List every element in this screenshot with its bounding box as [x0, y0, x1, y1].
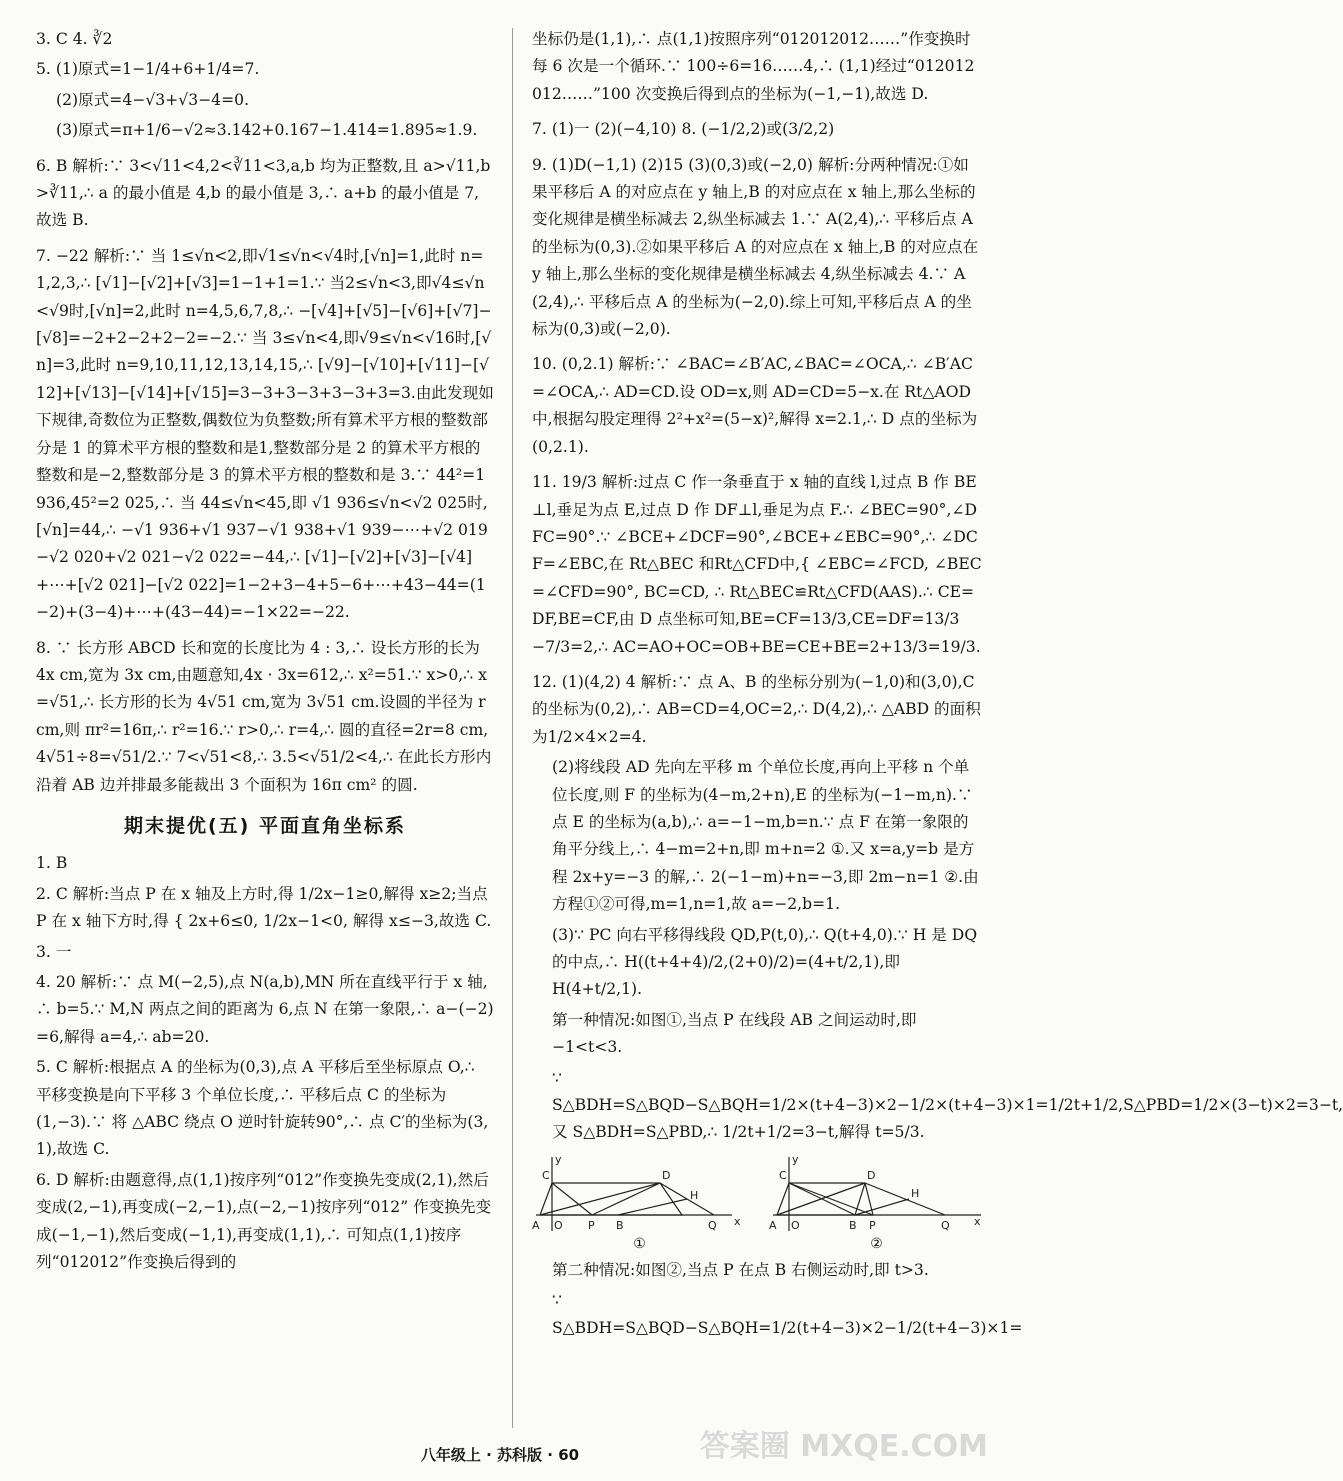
answer-3-4: 3. C 4. ∛2: [36, 30, 113, 48]
answer-12-case-1: 第一种情况:如图①,当点 P 在线段 AB 之间运动时,即 −1<t<3.: [552, 1010, 917, 1057]
sec-answer-3: 3. 一: [36, 942, 72, 961]
fig2-label-c: C: [779, 1168, 787, 1182]
answer-12-part-2: (2)将线段 AD 先向左平移 m 个单位长度,再向上平移 n 个单位长度,则 F 的坐标为(4−m,2+n),E 的坐标为(−1−m,n).∵ 点 E 的坐标为(a,b),∴ a=−1−m,b=n.∵ 点 F 在第一象限的角平分线上,∴ 4−m=2+n,即 m+n=2 ①.又 x=a,y=b 是方程 2x+y=−3 的解,∴ 2(−1−m)+n=−3,即 2m−n=1 ②.由方程①②可得,m=1,n=1,故 a=−2,b=1.: [552, 758, 979, 914]
fig2-label-a: A: [769, 1218, 777, 1232]
sec-answer-1: 1. B: [36, 854, 68, 873]
fig2-label-q: Q: [941, 1218, 950, 1232]
section-title: 期末提优(五) 平面直角坐标系: [124, 814, 406, 837]
answer-12-case-2-calc: ∵ S△BDH=S△BQD−S△BQH=1/2(t+4−3)×2−1/2(t+4−3)×1=: [552, 1291, 1023, 1337]
sec-answer-9: 9. (1)D(−1,1) (2)15 (3)(0,3)或(−2,0) 解析:分两种情况:①如果平移后 A 的对应点在 y 轴上,B 的对应点在 x 轴上,那么坐标的变化规律是横坐标减去 2,纵坐标减去 1.∵ A(2,4),∴ 平移后点 A 的坐标为(0,3).②如果平移后 A 的对应点在 x 轴上,B 的对应点在 y 轴上,那么坐标的变化规律是横坐标减去 4,纵坐标减去 4.∵ A(2,4),∴ 平移后点 A 的坐标为(−2,0).综上可知,平移后点 A 的坐标为(0,3)或(−2,0).: [532, 155, 979, 339]
sec-answer-2: 2. C 解析:当点 P 在 x 轴及上方时,得 1/2x−1≥0,解得 x≥2;当点 P 在 x 轴下方时,得 { 2x+6≤0, 1/2x−1<0, 解得 x≤−3,故选 C.: [36, 884, 492, 931]
figure-1-caption: ①: [633, 1235, 646, 1252]
fig2-label-y: y: [792, 1152, 799, 1166]
answer-5-part-3: (3)原式=π+1/6−√2≈3.142+0.167−1.414=1.895≈1.9.: [56, 121, 478, 140]
column-divider: [512, 28, 513, 1428]
fig1-label-p: P: [588, 1218, 595, 1232]
sec-answer-10: 10. (0,2.1) 解析:∵ ∠BAC=∠B′AC,∠BAC=∠OCA,∴ ∠B′AC=∠OCA,∴ AD=CD.设 OD=x,则 AD=CD=5−x.在 Rt△AOD 中,根据勾股定理得 2²+x²=(5−x)²,解得 x=2.1,∴ D 点的坐标为(0,2.1).: [532, 355, 978, 456]
fig1-label-d: D: [662, 1168, 671, 1182]
answer-6: 6. B 解析:∵ 3<√11<4,2<∛11<3,a,b 均为正整数,且 a>√11,b>∛11,∴ a 的最小值是 4,b 的最小值是 3,∴ a+b 的最小值是 7,故选 B.: [36, 156, 491, 230]
fig2-label-p: P: [869, 1218, 876, 1232]
sec-answer-4: 4. 20 解析:∵ 点 M(−2,5),点 N(a,b),MN 所在直线平行于 x 轴,∴ b=5.∵ M,N 两点之间的距离为 6,点 N 在第一象限,∴ a−(−2)=6,解得 a=4,∴ ab=20.: [36, 973, 494, 1046]
left-column: [36, 26, 494, 1279]
fig1-label-h: H: [690, 1188, 699, 1202]
fig1-label-o: O: [554, 1218, 563, 1232]
sec-answer-6: 6. D 解析:由题意得,点(1,1)按序列“012”作变换先变成(2,1),然后变成(2,−1),再变成(−2,−1),点(−2,−1)按序列“012” 作变换先变成(−1,−1),然后变成(−1,1),再变成(1,1),∴ 可知点(1,1)按序列“012012”作变换后得到的: [36, 1170, 492, 1272]
fig1-label-x: x: [734, 1214, 741, 1228]
sec-answer-12: 12. (1)(4,2) 4 解析:∵ 点 A、B 的坐标分别为(−1,0)和(3,0),C 的坐标为(0,2),∴ AB=CD=4,OC=2,∴ D(4,2),∴ △ABD 的面积为1/2×4×2=4.: [532, 672, 981, 746]
answer-5: 5. (1)原式=1−1/4+6+1/4=7.: [36, 60, 260, 79]
page-footer: 八年级上 · 苏科版 · 60: [420, 1446, 580, 1464]
sec-answer-11: 11. 19/3 解析:过点 C 作一条垂直于 x 轴的直线 l,过点 B 作 BE⊥l,垂足为点 E,过点 D 作 DF⊥l,垂足为点 F.∴ ∠BEC=90°,∠DFC=90°.∵ ∠BCE+∠DCF=90°,∠BCE+∠EBC=90°,∴ ∠DCF=∠EBC,在 Rt△BEC 和Rt△CFD中,{ ∠EBC=∠FCD, ∠BEC=∠CFD=90°, BC=CD, ∴ Rt△BEC≌Rt△CFD(AAS).∴ CE=DF,BE=CF,由 D 点坐标可知,BE=CF=13/3,CE=DF=13/3−7/3=2,∴ AC=AO+OC=OB+BE=CE+BE=2+13/3=19/3.: [532, 473, 982, 656]
geometry-figures: [532, 1153, 984, 1253]
fig1-label-q: Q: [708, 1218, 717, 1232]
fig1-label-b: B: [616, 1218, 624, 1232]
answer-12-case-1-calc: ∵ S△BDH=S△BQD−S△BQH=1/2×(t+4−3)×2−1/2×(t+4−3)×1=1/2t+1/2,S△PBD=1/2×(3−t)×2=3−t,又 S△BDH=S△PBD,∴ 1/2t+1/2=3−t,解得 t=5/3.: [552, 1068, 1343, 1142]
figure-1: [532, 1153, 747, 1253]
sec-answer-5: 5. C 解析:根据点 A 的坐标为(0,3),点 A 平移后至坐标原点 O,∴ 平移变换是向下平移 3 个单位长度,∴ 平移后点 C 的坐标为(1,−3).∵ 将 △ABC 绕点 O 逆时针旋转90°,∴ 点 C′的坐标为(3,1),故选 C.: [36, 1058, 489, 1159]
figure-2: [769, 1153, 984, 1253]
right-column: [532, 26, 1343, 1345]
sec-answer-7-8: 7. (1)一 (2)(−4,10) 8. (−1/2,2)或(3/2,2): [532, 120, 835, 139]
fig1-label-a: A: [532, 1218, 540, 1232]
fig1-label-y: y: [555, 1152, 562, 1166]
watermark-logo: 答案圈 MXQE.COM: [699, 1429, 988, 1464]
answer-8: 8. ∵ 长方形 ABCD 长和宽的长度比为 4 : 3,∴ 设长方形的长为 4x cm,宽为 3x cm,由题意知,4x · 3x=612,∴ x²=51.∵ x>0,∴ x=√51,∴ 长方形的长为 4√51 cm,宽为 3√51 cm.设圆的半径为 r cm,则 πr²=16π,∴ r²=16.∵ r>0,∴ r=4,∴ 圆的直径=2r=8 cm,4√51÷8=√51/2.∵ 7<√51<8,∴ 3.5<√51/2<4,∴ 在此长方形内沿着 AB 边并排最多能裁出 3 个面积为 16π cm² 的圆.: [36, 638, 492, 794]
answer-12-case-2: 第二种情况:如图②,当点 P 在点 B 右侧运动时,即 t>3.: [552, 1260, 929, 1279]
fig2-label-h: H: [911, 1186, 920, 1200]
figure-2-caption: ②: [870, 1235, 883, 1252]
fig1-label-c: C: [542, 1168, 550, 1182]
figure-1-diagram: [532, 1153, 747, 1235]
answer-7: 7. −22 解析:∵ 当 1≤√n<2,即√1≤√n<√4时,[√n]=1,此时 n=1,2,3,∴ [√1]−[√2]+[√3]=1−1+1=1.∵ 当2≤√n<3,即√4≤√n<√9时,[√n]=2,此时 n=4,5,6,7,8,∴ −[√4]+[√5]−[√6]+[√7]−[√8]=−2+2−2+2−2=−2.∵ 当 3≤√n<4,即√9≤√n<√16时,[√n]=3,此时 n=9,10,11,12,13,14,15,∴ [√9]−[√10]+[√11]−[√12]+[√13]−[√14]+[√15]=3−3+3−3+3−3+3=3.由此发现如下规律,奇数位为正整数,偶数位为负整数;所有算术平方根的整数部分是 1 的算术平方根的整数和是1,整数部分是 2 的算术平方根的整数和是−2,整数部分是 3 的算术平方根的整数和是 3.∵ 44²=1 936,45²=2 025,∴ 当 44≤√n<45,即 √1 936≤√n<√2 025时,[√n]=44,∴ −√1 936+√1 937−√1 938+√1 939−⋯+√2 019−√2 020+√2 021−√2 022=−44,∴ [√1]−[√2]+[√3]−[√4]+⋯+[√2 021]−[√2 022]=1−2+3−4+5−6+⋯+43−44=(1−2)+(3−4)+⋯+(43−44)=−1×22=−22.: [36, 246, 494, 622]
fig2-label-d: D: [867, 1168, 876, 1182]
fig2-label-b: B: [849, 1218, 857, 1232]
answer-12-part-3: (3)∵ PC 向右平移得线段 QD,P(t,0),∴ Q(t+4,0).∵ H 是 DQ 的中点,∴ H((t+4+4)/2,(2+0)/2)=(4+t/2,1),即 H(4+t/2,1).: [552, 925, 978, 999]
figure-2-diagram: [769, 1153, 984, 1235]
fig2-label-o: O: [791, 1218, 800, 1232]
fig2-label-x: x: [974, 1214, 981, 1228]
sec-answer-6-cont: 坐标仍是(1,1),∴ 点(1,1)按照序列“012012012……”作变换时每 6 次是一个循环.∵ 100÷6=16……4,∴ (1,1)经过“012012012……”100 次变换后得到点的坐标为(−1,−1),故选 D.: [532, 30, 975, 103]
answer-5-part-2: (2)原式=4−√3+√3−4=0.: [56, 90, 250, 109]
